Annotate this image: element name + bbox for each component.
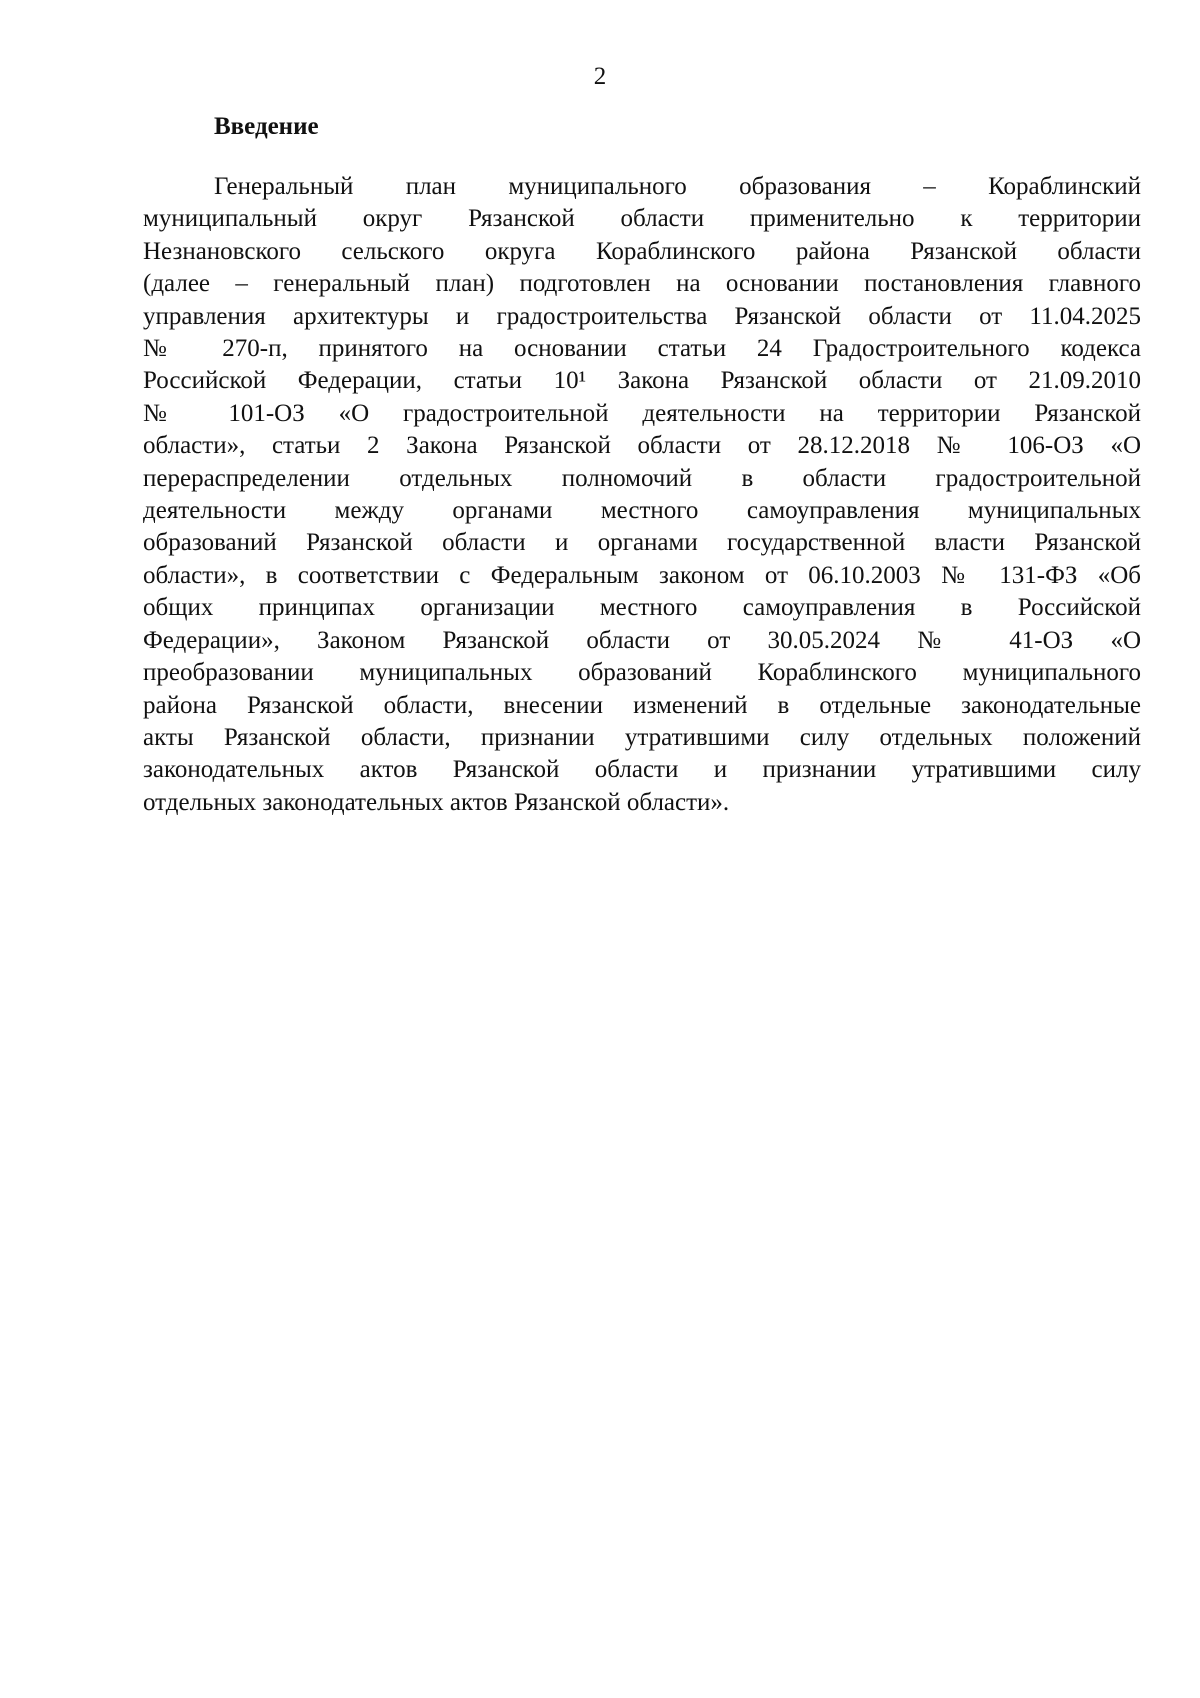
page-number: 2: [593, 63, 607, 90]
paragraph-line: законодательных актов Рязанской области и признании утратившими силу: [143, 756, 1141, 784]
section-heading: Введение: [214, 113, 319, 140]
paragraph-line: № 101-ОЗ «О градостроительной деятельности на территории Рязанской: [143, 399, 1141, 427]
paragraph-line: Генеральный план муниципального образования – Кораблинский: [214, 173, 1141, 200]
paragraph-line: Федерации», Законом Рязанской области от 30.05.2024 № 41-ОЗ «О: [143, 626, 1141, 654]
paragraph-line: перераспределении отдельных полномочий в области градостроительной: [143, 464, 1141, 492]
paragraph-line: акты Рязанской области, признании утратившими силу отдельных положений: [143, 723, 1141, 751]
paragraph-line: образований Рязанской области и органами государственной власти Рязанской: [143, 529, 1141, 557]
paragraph-line: муниципальный округ Рязанской области применительно к территории: [143, 205, 1141, 233]
paragraph-line: Незнановского сельского округа Кораблинского района Рязанской области: [143, 237, 1141, 265]
paragraph-line: отдельных законодательных актов Рязанской области».: [143, 788, 730, 816]
paragraph-line: управления архитектуры и градостроительства Рязанской области от 11.04.2025: [143, 302, 1141, 330]
paragraph-line: области», в соответствии с Федеральным законом от 06.10.2003 № 131-ФЗ «Об: [143, 561, 1141, 589]
paragraph-line: области», статьи 2 Закона Рязанской области от 28.12.2018 № 106-ОЗ «О: [143, 432, 1141, 460]
paragraph-line: Российской Федерации, статьи 10¹ Закона Рязанской области от 21.09.2010: [143, 367, 1141, 395]
paragraph-line: деятельности между органами местного самоуправления муниципальных: [143, 497, 1141, 525]
paragraph-line: № 270-п, принятого на основании статьи 24 Градостроительного кодекса: [143, 335, 1141, 363]
introduction-paragraph: [143, 171, 1141, 819]
paragraph-line: преобразовании муниципальных образований Кораблинского муниципального: [143, 659, 1141, 687]
paragraph-line: общих принципах организации местного самоуправления в Российской: [143, 594, 1141, 622]
paragraph-line: района Рязанской области, внесении изменений в отдельные законодательные: [143, 691, 1141, 719]
paragraph-line: (далее – генеральный план) подготовлен на основании постановления главного: [143, 270, 1141, 298]
